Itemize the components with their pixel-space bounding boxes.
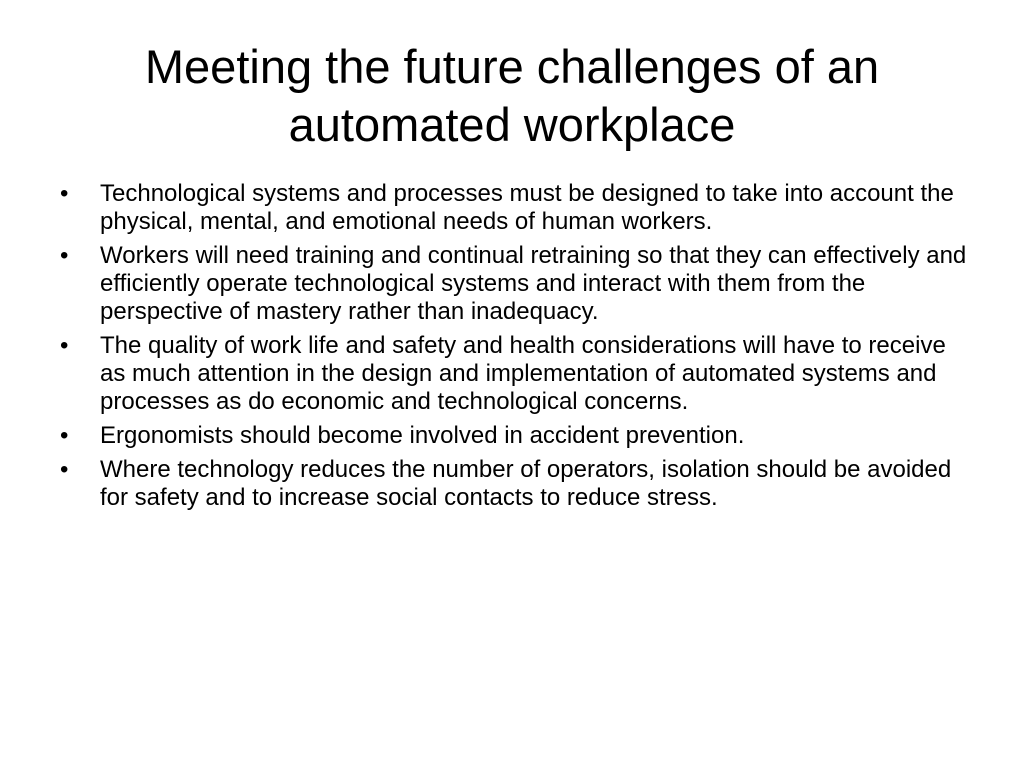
slide-title: Meeting the future challenges of an automated workplace — [144, 40, 880, 151]
bullet-text-5: Where technology reduces the number of operators, isolation should be avoided for safety and to increase social contacts to reduce stress. — [100, 456, 952, 511]
bullet-icon: • — [60, 332, 69, 359]
bullet-icon: • — [60, 456, 69, 483]
bullet-icon: • — [60, 180, 69, 207]
bullet-text-4: Ergonomists should become involved in accident prevention. — [100, 422, 745, 449]
bullet-text-2: Workers will need training and continual retraining so that they can effectively and efficiently operate technological systems and interact with them from the perspective of mastery rather than inadequacy. — [100, 242, 967, 325]
bullet-item-4 — [56, 422, 976, 450]
bullet-list — [56, 180, 976, 518]
bullet-text-3: The quality of work life and safety and health considerations will have to receive as much attention in the design and implementation of automated systems and processes as do economic and technological concerns. — [100, 332, 946, 415]
bullet-item-1 — [56, 180, 976, 236]
bullet-item-3 — [56, 332, 976, 416]
bullet-icon: • — [60, 242, 69, 269]
bullet-text-1: Technological systems and processes must be designed to take into account the physical, mental, and emotional needs of human workers. — [100, 180, 954, 235]
bullet-item-5 — [56, 456, 976, 512]
bullet-item-2 — [56, 242, 976, 326]
bullet-icon: • — [60, 422, 69, 449]
